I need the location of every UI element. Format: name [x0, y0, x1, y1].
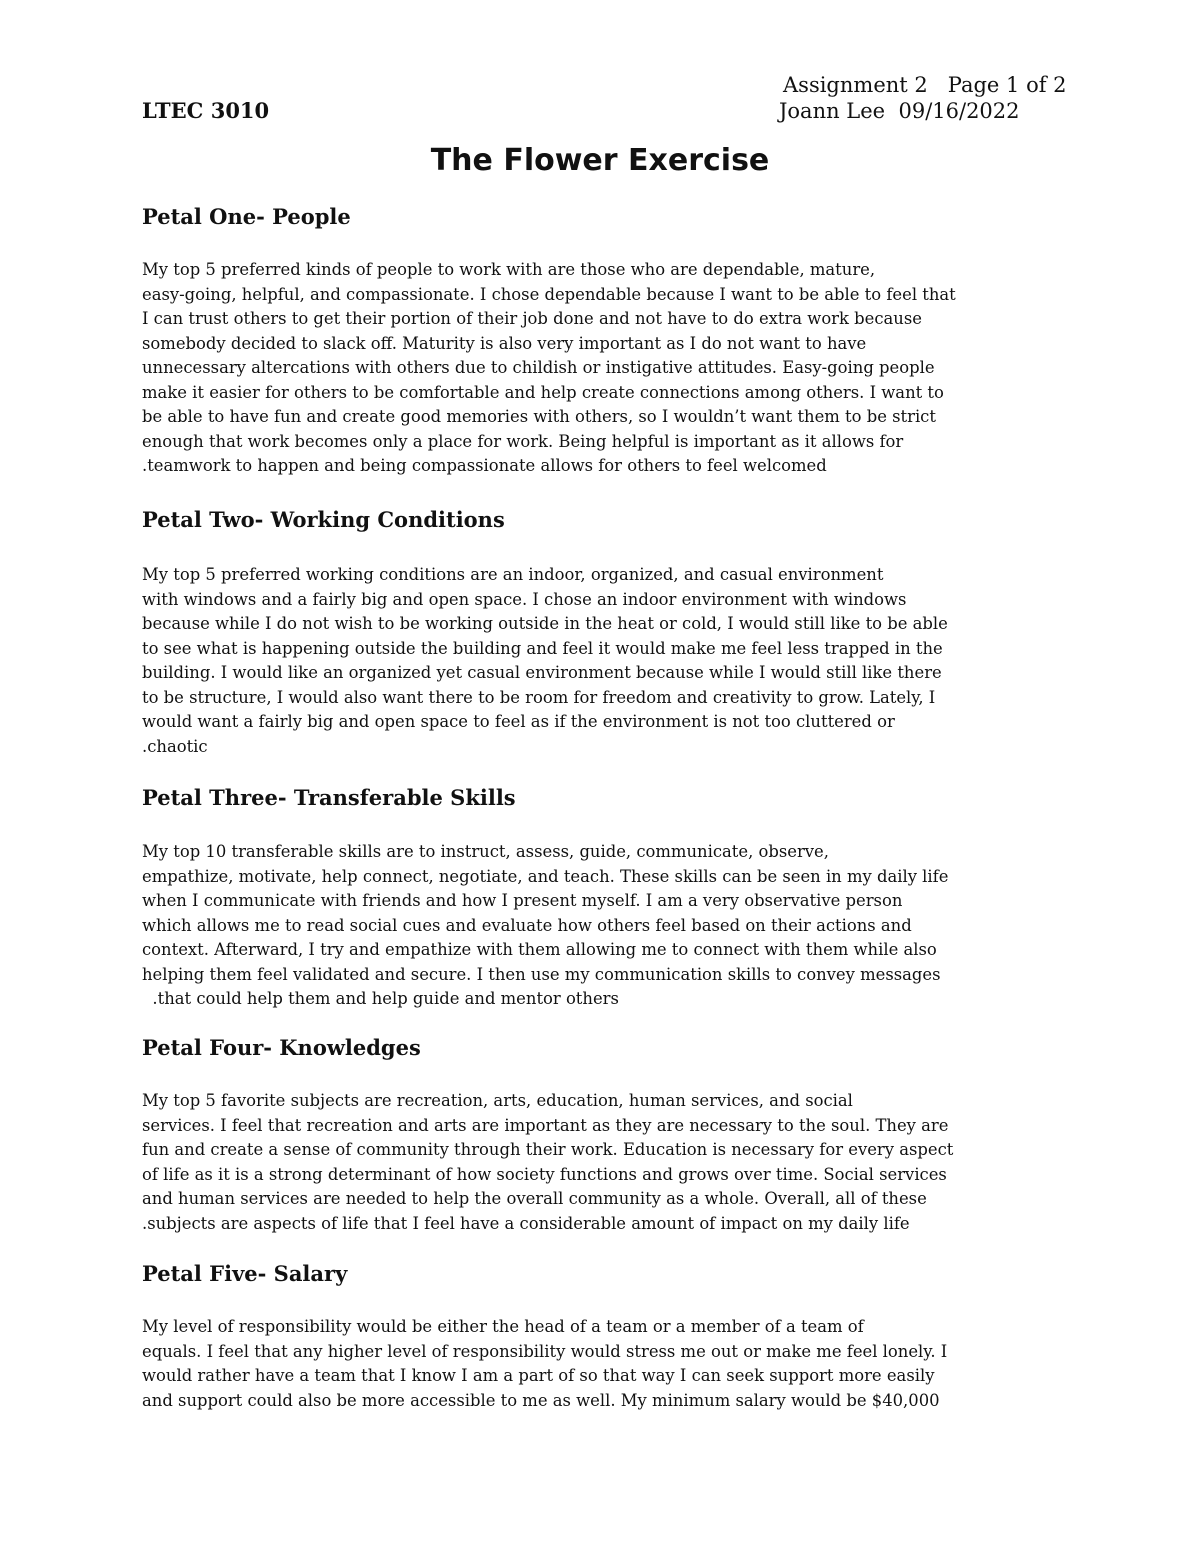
text-line: My top 10 transferable skills are to instruct, assess, guide, communicate, observe,: [142, 842, 829, 861]
document-date: 09/16/2022: [898, 99, 1020, 123]
section-heading-knowledges: Petal Four- Knowledges: [142, 1035, 421, 1060]
section-heading-salary: Petal Five- Salary: [142, 1261, 348, 1286]
section-body-salary: [142, 1315, 947, 1413]
assignment-label: Assignment 2: [783, 73, 928, 97]
text-line: and human services are needed to help the overall community as a whole. Overall, all of these: [142, 1189, 927, 1208]
section-body-people: [142, 258, 956, 479]
section-heading-working-conditions: Petal Two- Working Conditions: [142, 507, 505, 532]
author-date-line: [779, 98, 1020, 124]
text-line: enough that work becomes only a place for work. Being helpful is important as it allows for: [142, 431, 904, 451]
text-line: .chaotic: [142, 736, 208, 756]
text-line: with windows and a fairly big and open space. I chose an indoor environment with windows: [142, 589, 907, 609]
text-line: context. Afterward, I try and empathize with them allowing me to connect with them while also: [142, 940, 937, 959]
text-line: .subjects are aspects of life that I feel have a considerable amount of impact on my daily life: [142, 1213, 910, 1233]
course-code: LTEC 3010: [142, 98, 270, 123]
text-line: building. I would like an organized yet casual environment because while I would still like there: [142, 663, 942, 682]
text-line: which allows me to read social cues and evaluate how others feel based on their actions and: [142, 915, 912, 935]
text-line: fun and create a sense of community through their work. Education is necessary for every aspect: [142, 1140, 954, 1159]
section-body-knowledges: [142, 1089, 953, 1236]
text-line: make it easier for others to be comfortable and help create connections among others. I want to: [142, 382, 944, 402]
text-line: easy-going, helpful, and compassionate. I chose dependable because I want to be able to feel that: [142, 284, 956, 304]
text-line: when I communicate with friends and how I present myself. I am a very observative person: [142, 891, 903, 910]
text-line: services. I feel that recreation and arts are important as they are necessary to the soul. They are: [142, 1115, 949, 1135]
text-line: somebody decided to slack off. Maturity is also very important as I do not want to have: [142, 333, 867, 353]
text-line: would want a fairly big and open space to feel as if the environment is not too cluttered or: [142, 712, 895, 731]
text-line: .teamwork to happen and being compassionate allows for others to feel welcomed: [142, 456, 827, 475]
text-line: equals. I feel that any higher level of responsibility would stress me out or make me feel lonely. I: [142, 1341, 948, 1361]
text-line: because while I do not wish to be working outside in the heat or cold, I would still like to be able: [142, 614, 948, 633]
section-heading-people: Petal One- People: [142, 204, 351, 229]
text-line: to be structure, I would also want there to be room for freedom and creativity to grow. Lately, I: [142, 687, 936, 707]
document-title: The Flower Exercise: [430, 143, 770, 178]
text-line: My top 5 preferred working conditions are an indoor, organized, and casual environment: [142, 565, 884, 584]
text-line: would rather have a team that I know I am a part of so that way I can seek support more easily: [142, 1366, 935, 1385]
text-line: My level of responsibility would be either the head of a team or a member of a team of: [142, 1317, 864, 1336]
text-line: be able to have fun and create good memories with others, so I wouldn’t want them to be strict: [142, 407, 936, 426]
text-line: to see what is happening outside the building and feel it would make me feel less trapped in the: [142, 638, 943, 658]
author-name: Joann Lee: [779, 99, 886, 123]
text-line: .that could help them and help guide and mentor others: [142, 989, 619, 1008]
assignment-page-line: [783, 72, 1067, 98]
page-number: Page 1 of 2: [947, 73, 1067, 97]
text-line: empathize, motivate, help connect, negotiate, and teach. These skills can be seen in my daily life: [142, 866, 949, 886]
section-heading-transferable-skills: Petal Three- Transferable Skills: [142, 785, 516, 810]
text-line: I can trust others to get their portion of their job done and not have to do extra work because: [142, 309, 922, 328]
section-body-transferable-skills: [142, 840, 948, 1012]
text-line: of life as it is a strong determinant of how society functions and grows over time. Social services: [142, 1164, 947, 1184]
text-line: helping them feel validated and secure. I then use my communication skills to convey messages: [142, 964, 941, 984]
text-line: unnecessary altercations with others due to childish or instigative attitudes. Easy-going people: [142, 358, 935, 377]
section-body-working-conditions: [142, 563, 948, 759]
text-line: and support could also be more accessible to me as well. My minimum salary would be $40,000: [142, 1390, 940, 1410]
text-line: My top 5 favorite subjects are recreation, arts, education, human services, and social: [142, 1091, 853, 1110]
text-line: My top 5 preferred kinds of people to work with are those who are dependable, mature,: [142, 260, 876, 279]
